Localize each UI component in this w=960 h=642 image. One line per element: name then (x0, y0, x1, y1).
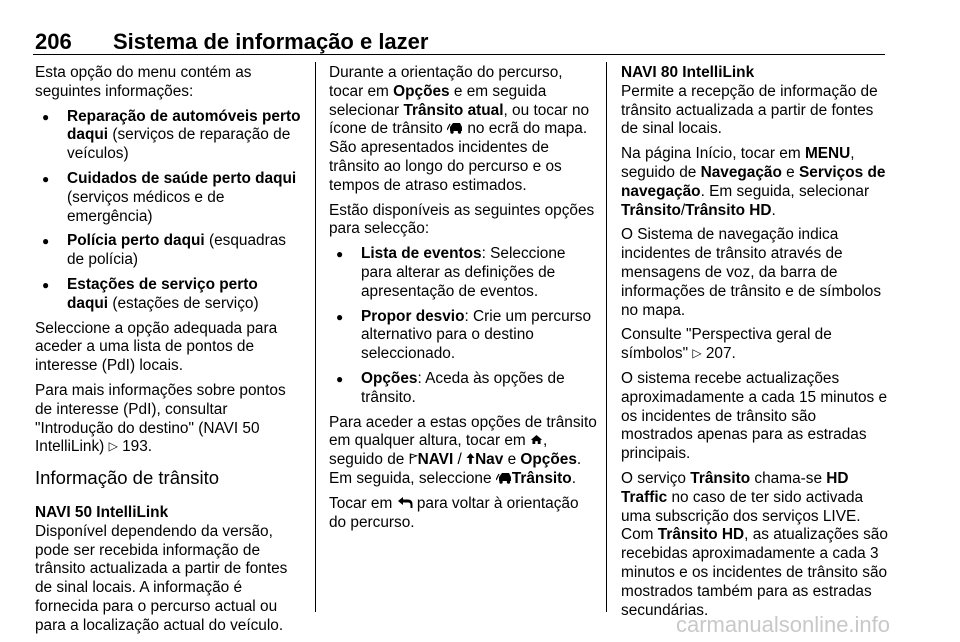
list-item: ● Estações de serviço perto daqui (estações de serviço) (35, 276, 303, 314)
reference-arrow-icon: ▷ (692, 346, 702, 361)
more-info-paragraph: Para mais informações sobre pontos de interesse (PdI), consultar "Introdução do destino" (NAVI 50 IntelliLink) ▷ 193. (35, 381, 286, 456)
list-item: ● Polícia perto daqui (esquadras de polícia) (35, 232, 303, 270)
navi80-title: NAVI 80 IntelliLink (621, 64, 755, 81)
symbols-paragraph: Consulte "Perspectiva geral de símbolos" ▷ 207. (621, 326, 832, 363)
intro-paragraph: Esta opção do menu contém as seguintes informações: (35, 64, 252, 100)
navi50-paragraph: NAVI 50 IntelliLink Disponível dependendo da versão, pode ser recebida informação de trânsito actualizada a partir de fontes de sinal locais. A informação é fornecida para o percurso actual ou para a localização actual do veículo. (35, 504, 303, 636)
back-arrow-icon (397, 496, 413, 509)
reference-arrow-icon: ▷ (108, 439, 118, 454)
options-intro: Estão disponíveis as seguintes opções para selecção: (329, 201, 595, 238)
return-paragraph: Tocar em para voltar à orientação do percurso. (329, 494, 579, 531)
traffic-car-icon (447, 121, 463, 134)
column-2 (329, 64, 597, 538)
navi80-paragraph: NAVI 80 IntelliLink Permite a recepção de informação de trânsito actualizada a partir de fontes de sinal locais. (621, 64, 889, 139)
home-icon (530, 433, 543, 446)
options-list (329, 245, 597, 407)
navi50-title: NAVI 50 IntelliLink (35, 503, 169, 521)
hd-traffic-paragraph: O serviço Trânsito chama-se HD Traffic no caso de ter sido activada uma subscrição dos serviços LIVE. Com Trânsito HD, as atualizações são recebidas aproximadamente a cada 3 minutos e os incidentes de trânsito são mostrados também para as estradas secundárias. (621, 469, 888, 619)
list-item: ● Opções: Aceda às opções de trânsito. (329, 370, 597, 408)
watermark: carmanualsonline.info (676, 612, 891, 637)
menu-paragraph: Na página Início, tocar em MENU, seguido de Navegação e Serviços de navegação. Em seguida, selecionar Trânsito/Trânsito HD. (621, 145, 886, 219)
access-paragraph: Para aceder a estas opções de trânsito em qualquer altura, tocar em , seguido de NAVI / Nav e Opções. Em seguida, seleccione Trânsito. (329, 413, 597, 487)
flag-icon (409, 452, 418, 465)
navigation-arrow-icon (466, 452, 475, 465)
page-header (33, 28, 885, 55)
system-paragraph: O Sistema de navegação indica incidentes de trânsito através de mensagens de voz, da barra de informações de trânsito e de símbolos no mapa. (621, 226, 882, 319)
column-1 (35, 64, 303, 636)
guidance-paragraph: Durante a orientação do percurso, tocar em Opções e em seguida selecionar Trânsito atual, ou tocar no ícone de trânsito no ecrã do mapa. São apresentados incidentes de trânsito ao longo do percurso e os tempos de atraso estimados. (329, 64, 590, 194)
section-heading: Informação de trânsito (35, 467, 220, 489)
column-3 (621, 64, 889, 626)
traffic-car-icon (496, 471, 512, 484)
poi-list (35, 108, 303, 314)
updates-paragraph: O sistema recebe actualizações aproximadamente a cada 15 minutos e os incidentes de trânsito são mostrados apenas para as estradas principais. (621, 369, 888, 463)
page-number: 206 (35, 29, 72, 54)
list-item: ● Reparação de automóveis perto daqui (serviços de reparação de veículos) (35, 108, 303, 164)
list-item: ● Cuidados de saúde perto daqui (serviços médicos e de emergência) (35, 170, 303, 226)
page-reference-link[interactable]: 193. (122, 438, 153, 456)
chapter-title: Sistema de informação e lazer (113, 29, 429, 54)
list-item: ● Lista de eventos: Seleccione para alterar as definições de apresentação de eventos. (329, 245, 597, 301)
list-item: ● Propor desvio: Crie um percurso alternativo para o destino seleccionado. (329, 308, 597, 364)
column-divider (315, 62, 316, 612)
page-reference-link[interactable]: 207. (705, 345, 736, 363)
column-divider (606, 62, 607, 612)
select-paragraph: Seleccione a opção adequada para aceder a uma lista de pontos de interesse (PdI) locais. (35, 319, 278, 375)
